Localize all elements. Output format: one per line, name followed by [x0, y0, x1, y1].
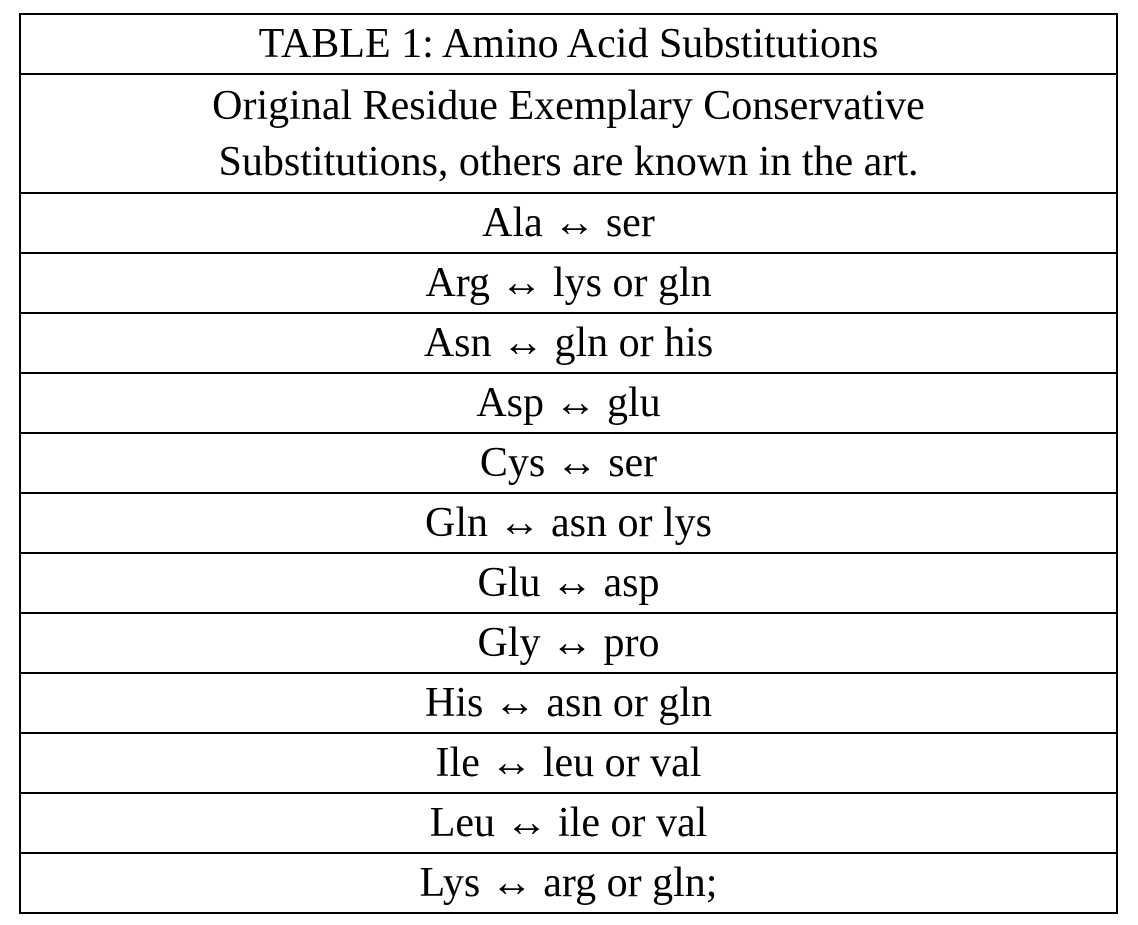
original-residue: Glu [478, 560, 541, 606]
substitutions: gln or his [555, 320, 714, 366]
substitution-cell [20, 313, 1117, 373]
substitution-cell [20, 433, 1117, 493]
table-row [20, 673, 1117, 733]
substitutions: ile or val [558, 800, 707, 846]
substitutions: glu [607, 380, 661, 426]
table-row [20, 553, 1117, 613]
substitution-cell [20, 733, 1117, 793]
bidirectional-arrow-icon: ↔ [551, 620, 593, 666]
substitutions: ser [608, 440, 657, 486]
bidirectional-arrow-icon: ↔ [551, 560, 593, 606]
title-row [20, 14, 1117, 74]
substitutions: ser [606, 200, 655, 246]
substitutions: asp [604, 560, 660, 606]
bidirectional-arrow-icon: ↔ [555, 380, 597, 426]
header-line-1: Original Residue Exemplary Conservative [212, 83, 925, 129]
substitution-cell [20, 373, 1117, 433]
original-residue: Leu [430, 800, 495, 846]
substitutions: asn or gln [546, 680, 712, 726]
substitution-cell [20, 853, 1117, 913]
original-residue: Ala [482, 200, 543, 246]
bidirectional-arrow-icon: ↔ [556, 440, 598, 486]
original-residue: Ile [436, 740, 480, 786]
table-row [20, 613, 1117, 673]
amino-acid-substitution-table [19, 13, 1118, 914]
original-residue: Gly [478, 620, 541, 666]
original-residue: Arg [425, 260, 490, 306]
substitutions: pro [604, 620, 660, 666]
substitutions: arg or gln; [543, 860, 717, 906]
bidirectional-arrow-icon: ↔ [502, 320, 544, 366]
substitution-cell [20, 253, 1117, 313]
header-line-2: Substitutions, others are known in the art. [219, 139, 919, 185]
bidirectional-arrow-icon: ↔ [490, 740, 532, 786]
substitution-cell [20, 793, 1117, 853]
original-residue: Gln [425, 500, 488, 546]
table-row [20, 253, 1117, 313]
substitution-cell [20, 493, 1117, 553]
table-title: TABLE 1: Amino Acid Substitutions [20, 14, 1117, 74]
substitution-cell [20, 613, 1117, 673]
bidirectional-arrow-icon: ↔ [494, 680, 536, 726]
substitution-cell [20, 673, 1117, 733]
table-row [20, 373, 1117, 433]
original-residue: Asp [476, 380, 544, 426]
original-residue: His [425, 680, 483, 726]
bidirectional-arrow-icon: ↔ [506, 800, 548, 846]
table-row [20, 313, 1117, 373]
table-row [20, 193, 1117, 253]
table-row [20, 493, 1117, 553]
substitutions: asn or lys [551, 500, 712, 546]
table-header [20, 74, 1117, 193]
substitutions: lys or gln [553, 260, 712, 306]
table-row [20, 793, 1117, 853]
bidirectional-arrow-icon: ↔ [553, 200, 595, 246]
original-residue: Asn [424, 320, 492, 366]
bidirectional-arrow-icon: ↔ [491, 860, 533, 906]
substitutions: leu or val [543, 740, 702, 786]
bidirectional-arrow-icon: ↔ [500, 260, 542, 306]
table-row [20, 853, 1117, 913]
substitution-cell [20, 553, 1117, 613]
original-residue: Cys [480, 440, 545, 486]
bidirectional-arrow-icon: ↔ [499, 500, 541, 546]
substitution-cell [20, 193, 1117, 253]
original-residue: Lys [420, 860, 481, 906]
header-row [20, 74, 1117, 193]
table-row [20, 433, 1117, 493]
table-row [20, 733, 1117, 793]
